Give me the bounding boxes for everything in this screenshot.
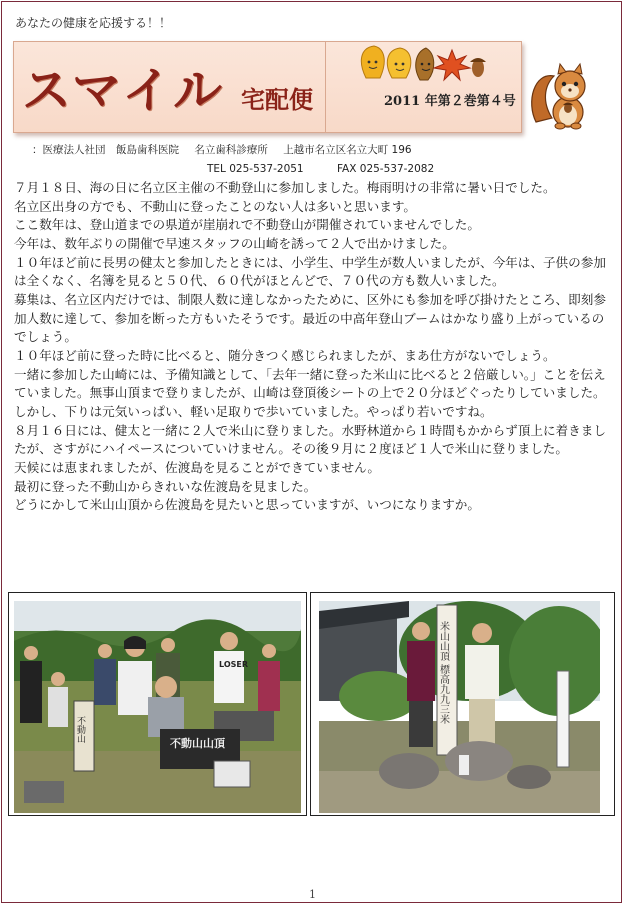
clinic-address: 上越市名立区名立大町 196 — [283, 144, 412, 156]
article-paragraph: 最初に登った不動山からきれいな佐渡島を見ました。 — [14, 478, 317, 494]
clinic-info — [32, 142, 424, 157]
article-paragraph: １０年ほど前に登った時に比べると、随分きつく感じられましたが、まあ仕方がないでしょう。 — [14, 347, 556, 363]
yoneyama-summit-photo — [319, 601, 600, 813]
clinic-fax: FAX 025-537-2082 — [336, 163, 435, 175]
photo-frame-yoneyama — [310, 592, 615, 816]
squirrel-mascot-icon — [530, 62, 594, 130]
article-paragraph: ８月１６日には、健太と一緒に２人で米山に登りました。水野林道から１時間もかからず頂上に着きましたが、さすがにハイペースについていけません。その後９月に２度ほど１人で米山に登りました。 — [14, 422, 606, 457]
clinic-tel: TEL 025-537-2051 — [207, 163, 304, 175]
clinic-contact — [207, 163, 464, 175]
yoneyama-sign-text: 米山山頂 標高九九三米 — [437, 621, 449, 725]
header-divider — [325, 42, 326, 132]
issue-number: 2011 年第２巻第４号 — [384, 94, 516, 109]
newsletter-title: スマイル — [22, 62, 225, 119]
photo-frame-fudosan — [8, 592, 307, 816]
article-paragraph: 一緒に参加した山崎には、予備知識として、「去年一緒に登った米山に比べると２倍厳しい。」ことを伝えていました。無事山頂まで登りましたが、山崎は登頂後シートの上で２０分ほどぐったりしていました。しかし、下りは元気いっぱい、軽い足取りで歩いていました。やっぱり若いですね。 — [14, 366, 606, 419]
tagline: あなたの健康を応援する！！ — [15, 16, 172, 30]
tshirt-text: LOSER — [219, 660, 248, 669]
summit-post-text: 不動山 — [75, 716, 85, 743]
article-paragraph: １０年ほど前に長男の健太と参加したときには、小学生、中学生が数人いましたが、今年は、子供の参加は全くなく、名簿を見ると５０代、６０代がほとんどで、７０代の方も数人いました。 — [14, 254, 606, 289]
newsletter-header — [13, 41, 522, 133]
article-body — [14, 179, 614, 515]
article-paragraph: 天候には恵まれましたが、佐渡島を見ることができていません。 — [14, 459, 380, 475]
newsletter-subtitle: 宅配便 — [241, 86, 313, 114]
clinic-corporation: ：医療法人社団 飯島歯科医院 — [32, 144, 179, 156]
fudosan-summit-photo — [14, 601, 301, 813]
article-paragraph: 募集は、名立区内だけでは、制限人数に達しなかったために、区外にも参加を呼び掛けたところ、即刻参加人数に達して、参加を断った方もいたそうです。最近の中高年登山ブームはかなり盛り上がっているのでしょう。 — [14, 291, 606, 345]
article-paragraph: 今年は、数年ぶりの開催で早速スタッフの山崎を誘って２人で出かけました。 — [14, 235, 455, 251]
article-paragraph: 名立区出身の方でも、不動山に登ったことのない人は多いと思います。 — [14, 198, 416, 214]
page-number: 1 — [309, 888, 316, 901]
summit-sign-text: 不動山山頂 — [170, 737, 225, 750]
clinic-branch: 名立歯科診療所 — [194, 144, 268, 156]
autumn-leaves-icon — [356, 42, 486, 82]
article-paragraph: ７月１８日、海の日に名立区主催の不動登山に参加しました。梅雨明けの非常に暑い日でした。 — [14, 180, 556, 195]
article-paragraph: どうにかして米山山頂から佐渡島を見たいと思っていますが、いつになりますか。 — [14, 497, 480, 513]
article-paragraph: ここ数年は、登山道までの県道が崖崩れで不動登山が開催されていませんでした。 — [14, 217, 480, 233]
